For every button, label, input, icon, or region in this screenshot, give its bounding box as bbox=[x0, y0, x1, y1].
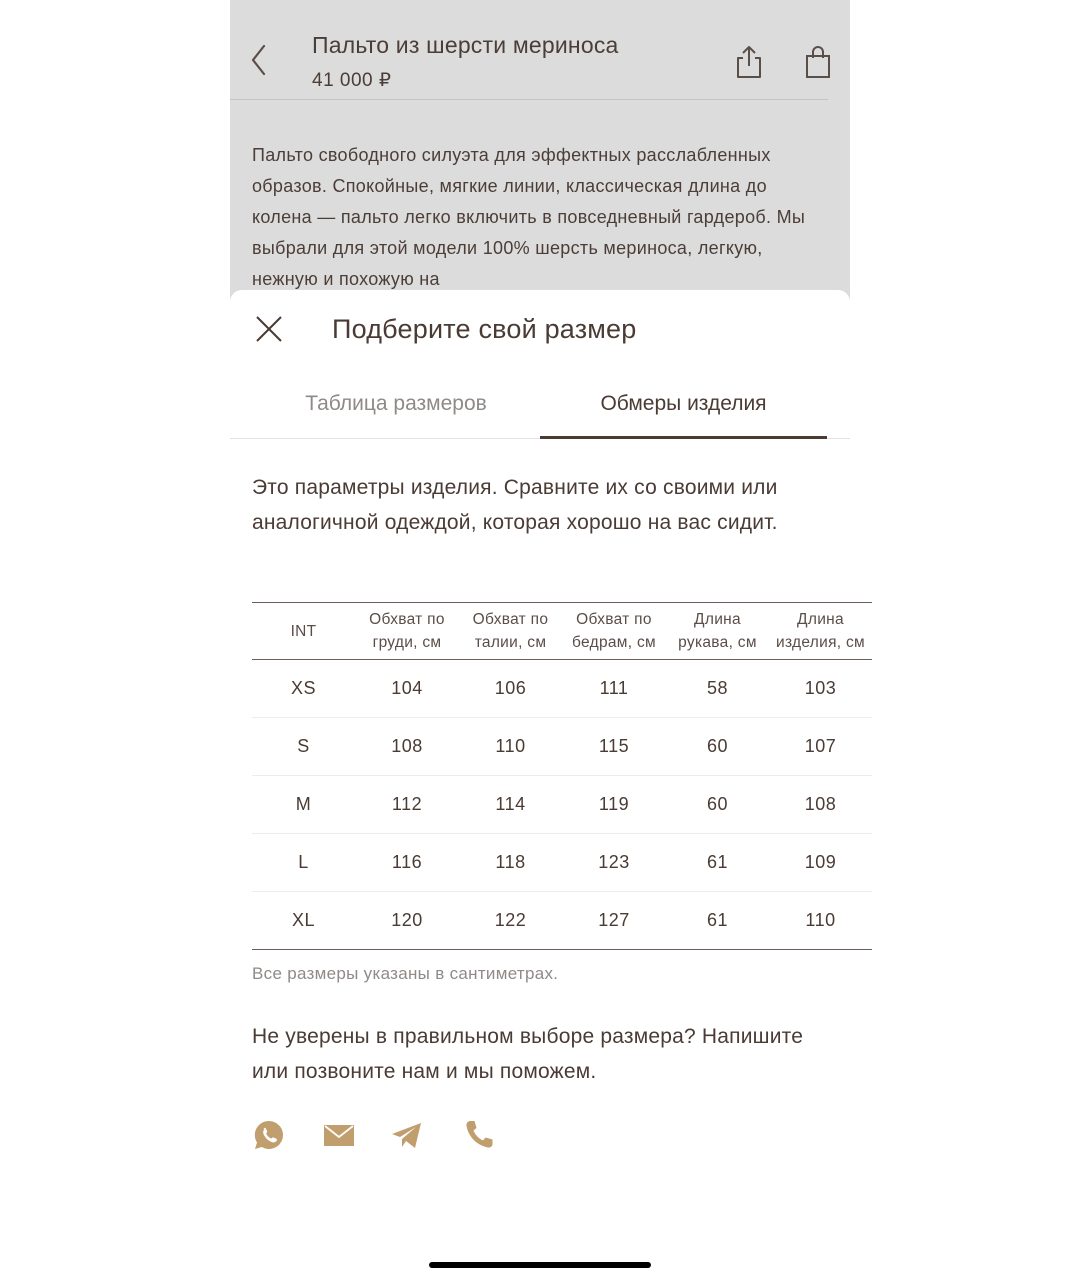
table-cell: 107 bbox=[769, 718, 872, 776]
header-waist: Обхват по талии, см bbox=[459, 603, 562, 660]
share-icon bbox=[734, 44, 764, 80]
table-cell: 109 bbox=[769, 834, 872, 892]
size-guide-sheet bbox=[230, 290, 865, 1280]
table-header-row bbox=[252, 603, 872, 660]
header-int: INT bbox=[252, 603, 355, 660]
table-cell: 122 bbox=[459, 892, 562, 950]
sheet-title: Подберите свой размер bbox=[332, 314, 637, 344]
contact-buttons bbox=[252, 1118, 552, 1154]
table-cell: 111 bbox=[562, 660, 666, 718]
phone-button[interactable] bbox=[462, 1118, 496, 1152]
product-title: Пальто из шерсти мериноса bbox=[312, 32, 619, 58]
table-cell: 106 bbox=[459, 660, 562, 718]
table-row bbox=[252, 718, 872, 776]
measurements-table bbox=[252, 602, 872, 950]
table-cell: 58 bbox=[666, 660, 769, 718]
header-divider bbox=[230, 99, 828, 100]
back-button[interactable] bbox=[248, 40, 272, 80]
active-tab-indicator bbox=[540, 436, 827, 439]
table-cell: L bbox=[252, 834, 355, 892]
table-row bbox=[252, 834, 872, 892]
table-cell: 61 bbox=[666, 834, 769, 892]
tab-garment-measurements[interactable]: Обмеры изделия bbox=[600, 392, 767, 415]
mail-icon bbox=[322, 1118, 356, 1152]
table-cell: 60 bbox=[666, 776, 769, 834]
product-page-overlay[interactable] bbox=[230, 0, 850, 310]
home-indicator[interactable] bbox=[429, 1262, 651, 1268]
whatsapp-icon bbox=[252, 1118, 286, 1152]
table-cell: M bbox=[252, 776, 355, 834]
telegram-button[interactable] bbox=[390, 1118, 424, 1152]
table-cell: S bbox=[252, 718, 355, 776]
table-cell: 123 bbox=[562, 834, 666, 892]
chevron-left-icon bbox=[248, 40, 272, 80]
tab-size-chart[interactable]: Таблица размеров bbox=[305, 392, 487, 415]
table-cell: 108 bbox=[769, 776, 872, 834]
table-cell: 116 bbox=[355, 834, 459, 892]
email-button[interactable] bbox=[322, 1118, 356, 1152]
shopping-bag-icon bbox=[804, 44, 832, 80]
size-tabs bbox=[230, 380, 850, 440]
table-cell: 110 bbox=[769, 892, 872, 950]
phone-screen bbox=[230, 0, 865, 1280]
table-cell: XL bbox=[252, 892, 355, 950]
telegram-icon bbox=[390, 1118, 424, 1152]
table-cell: 120 bbox=[355, 892, 459, 950]
product-description: Пальто свободного силуэта для эффектных расслабленных образов. Спокойные, мягкие линии, классическая длина до колена — пальто легко включить в повседневный гардероб. Мы выбрали для этой модели 100% шерсть мериноса, легкую, нежную и похожую на bbox=[252, 145, 806, 289]
share-button[interactable] bbox=[734, 44, 764, 80]
header-sleeve: Длина рукава, см bbox=[666, 603, 769, 660]
table-cell: 104 bbox=[355, 660, 459, 718]
table-cell: XS bbox=[252, 660, 355, 718]
header-chest: Обхват по груди, см bbox=[355, 603, 459, 660]
table-cell: 119 bbox=[562, 776, 666, 834]
table-row bbox=[252, 660, 872, 718]
measurements-table-scroll[interactable] bbox=[252, 602, 865, 949]
table-cell: 108 bbox=[355, 718, 459, 776]
table-cell: 114 bbox=[459, 776, 562, 834]
help-text: Не уверены в правильном выборе размера? Напишите или позвоните нам и мы поможем. bbox=[252, 1025, 804, 1083]
table-cell: 60 bbox=[666, 718, 769, 776]
header-hips: Обхват по бедрам, см bbox=[562, 603, 666, 660]
header-length: Длина изделия, см bbox=[769, 603, 872, 660]
table-row bbox=[252, 892, 872, 950]
table-row bbox=[252, 776, 872, 834]
whatsapp-button[interactable] bbox=[252, 1118, 286, 1152]
table-cell: 112 bbox=[355, 776, 459, 834]
table-cell: 127 bbox=[562, 892, 666, 950]
table-cell: 110 bbox=[459, 718, 562, 776]
product-price: 41 000 ₽ bbox=[312, 70, 392, 91]
phone-icon bbox=[462, 1118, 496, 1152]
close-button[interactable] bbox=[254, 314, 284, 344]
close-icon bbox=[254, 314, 284, 344]
table-cell: 61 bbox=[666, 892, 769, 950]
measurements-intro: Это параметры изделия. Сравните их со своими или аналогичной одеждой, которая хорошо на вас сидит. bbox=[252, 476, 778, 534]
units-note: Все размеры указаны в сантиметрах. bbox=[252, 964, 559, 983]
table-cell: 115 bbox=[562, 718, 666, 776]
table-cell: 118 bbox=[459, 834, 562, 892]
cart-button[interactable] bbox=[804, 44, 832, 80]
table-cell: 103 bbox=[769, 660, 872, 718]
